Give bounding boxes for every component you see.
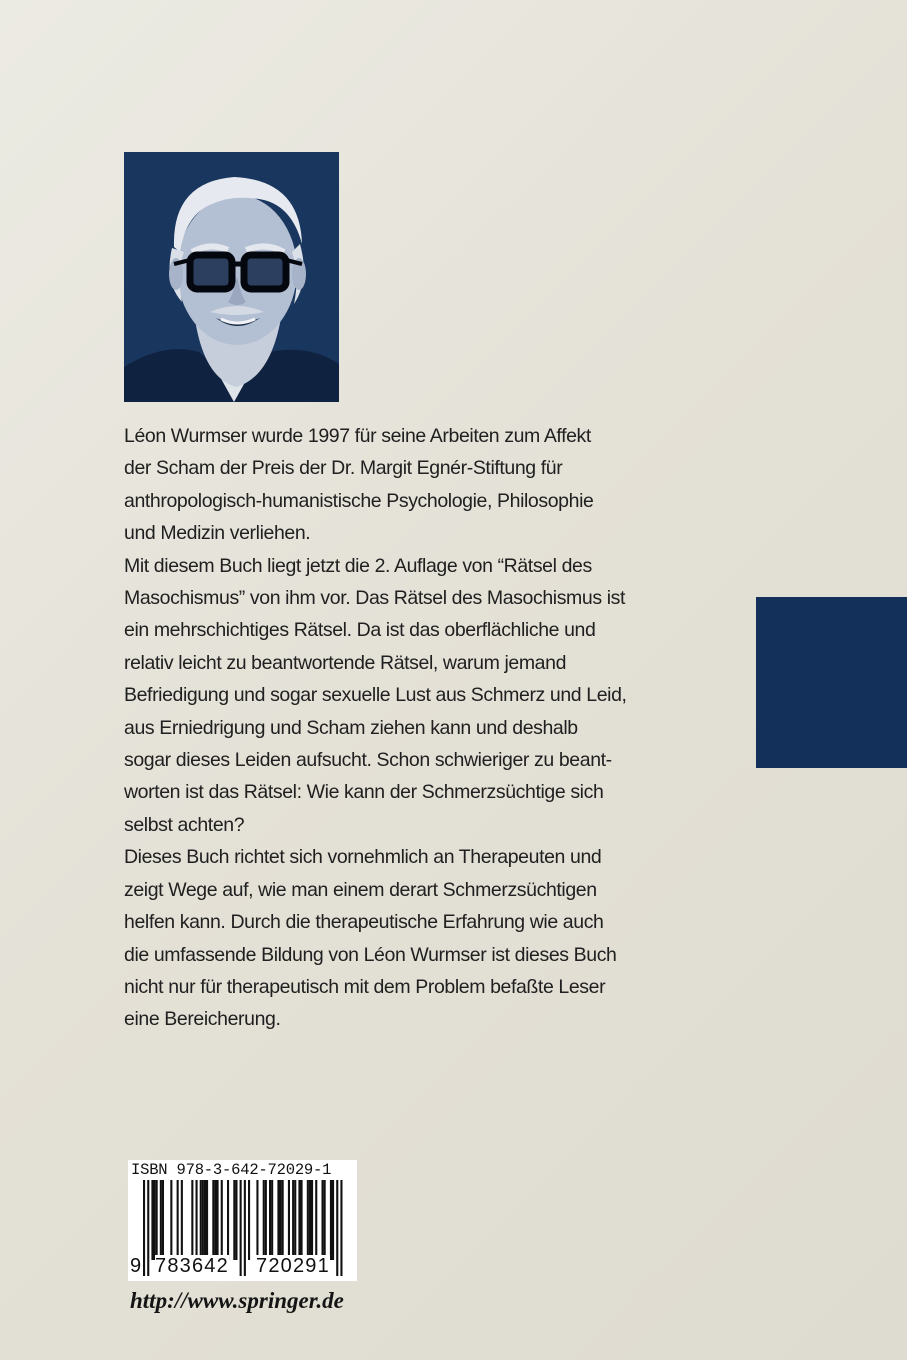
barcode-bar [233, 1180, 235, 1260]
ean-first-digit: 9 [130, 1255, 143, 1277]
barcode-bar [214, 1180, 216, 1260]
barcode-bar [160, 1180, 162, 1260]
blurb-line: Masochismus” von ihm vor. Das Rätsel des Masochismus ist [124, 587, 626, 610]
blurb-line: Befriedigung und sogar sexuelle Lust aus Schmerz und Leid, [124, 684, 627, 707]
barcode-bar [151, 1180, 153, 1260]
barcode-bar [162, 1180, 164, 1260]
blurb-line: helfen kann. Durch die therapeutische Erfahrung wie auch [124, 911, 604, 934]
isbn-label: ISBN 978-3-642-72029-1 [131, 1161, 332, 1179]
blurb-text [124, 420, 627, 1036]
blurb-line: zeigt Wege auf, wie man einem derart Schmerzsüchtigen [124, 878, 597, 901]
blurb-line: sogar dieses Leiden aufsucht. Schon schwieriger zu beant- [124, 749, 612, 772]
barcode-bar [298, 1180, 300, 1260]
barcode-bar [292, 1180, 294, 1260]
ean-digits [128, 1255, 357, 1279]
ean-left-digits: 783642 [155, 1255, 229, 1277]
blurb-line: Léon Wurmser wurde 1997 für seine Arbeiten zum Affekt [124, 425, 591, 447]
barcode-bar [156, 1180, 158, 1260]
barcode-bar [191, 1180, 193, 1260]
barcode-bar [235, 1180, 237, 1260]
author-portrait [124, 152, 339, 402]
barcode-bar [277, 1180, 279, 1260]
blurb-line: der Scham der Preis der Dr. Margit Egnér-Stiftung für [124, 457, 563, 480]
portrait-photo [124, 152, 339, 402]
blurb-line: die umfassende Bildung von Léon Wurmser ist dieses Buch [124, 943, 617, 966]
barcode-bar [294, 1180, 296, 1260]
barcode-bar [202, 1180, 204, 1260]
barcode-bar [221, 1180, 223, 1260]
barcode-bar [322, 1180, 324, 1260]
blurb-line: Dieses Buch richtet sich vornehmlich an Therapeuten und [124, 846, 602, 869]
barcode-bar [154, 1180, 156, 1260]
barcode-bar [256, 1180, 258, 1260]
barcode-bar [170, 1180, 172, 1260]
blurb-line: anthropologisch-humanistische Psychologie, Philosophie [124, 489, 594, 512]
isbn-barcode [128, 1160, 357, 1281]
barcode-bar [204, 1180, 206, 1260]
blurb-line: Mit diesem Buch liegt jetzt die 2. Auflage von “Rätsel des [124, 554, 592, 577]
barcode-bar [332, 1180, 334, 1260]
barcode-bar [206, 1180, 208, 1260]
barcode-bar [301, 1180, 303, 1260]
barcode-bar [309, 1180, 311, 1260]
spine-color-tab [756, 597, 907, 768]
blurb-line: ein mehrschichtiges Rätsel. Da ist das oberflächliche und [124, 619, 596, 642]
barcode-bar [217, 1180, 219, 1260]
barcode-bar [324, 1180, 326, 1260]
barcode-bar [200, 1180, 202, 1260]
barcode-bar [330, 1180, 332, 1260]
barcode-bar [311, 1180, 313, 1260]
blurb-line: worten ist das Rätsel: Wie kann der Schmerzsüchtige sich [124, 781, 604, 804]
barcode-bar [307, 1180, 309, 1260]
ean-right-digits: 720291 [256, 1255, 330, 1277]
barcode-bar [181, 1180, 183, 1260]
blurb-line: und Medizin verliehen. [124, 522, 311, 545]
barcode-bar [280, 1180, 282, 1260]
barcode-bar [263, 1180, 265, 1260]
barcode-bar [196, 1180, 198, 1260]
blurb-line: eine Bereicherung. [124, 1008, 281, 1031]
blurb-line: selbst achten? [124, 813, 245, 836]
blurb-line: nicht nur für therapeutisch mit dem Problem befaßte Leser [124, 975, 606, 998]
blurb-line: relativ leicht zu beantwortende Rätsel, warum jemand [124, 651, 567, 674]
barcode-bar [212, 1180, 214, 1260]
barcode-bar [248, 1180, 250, 1260]
barcode-bar [282, 1180, 284, 1260]
barcode-bar [265, 1180, 267, 1260]
blurb-line: aus Erniedrigung und Scham ziehen kann und deshalb [124, 716, 578, 739]
barcode-bar [177, 1180, 179, 1260]
barcode-bar [269, 1180, 271, 1260]
barcode-bar [288, 1180, 290, 1260]
publisher-url: http://www.springer.de [130, 1288, 344, 1313]
barcode-bar [271, 1180, 273, 1260]
barcode-bar [227, 1180, 229, 1260]
barcode-bar [315, 1180, 317, 1260]
